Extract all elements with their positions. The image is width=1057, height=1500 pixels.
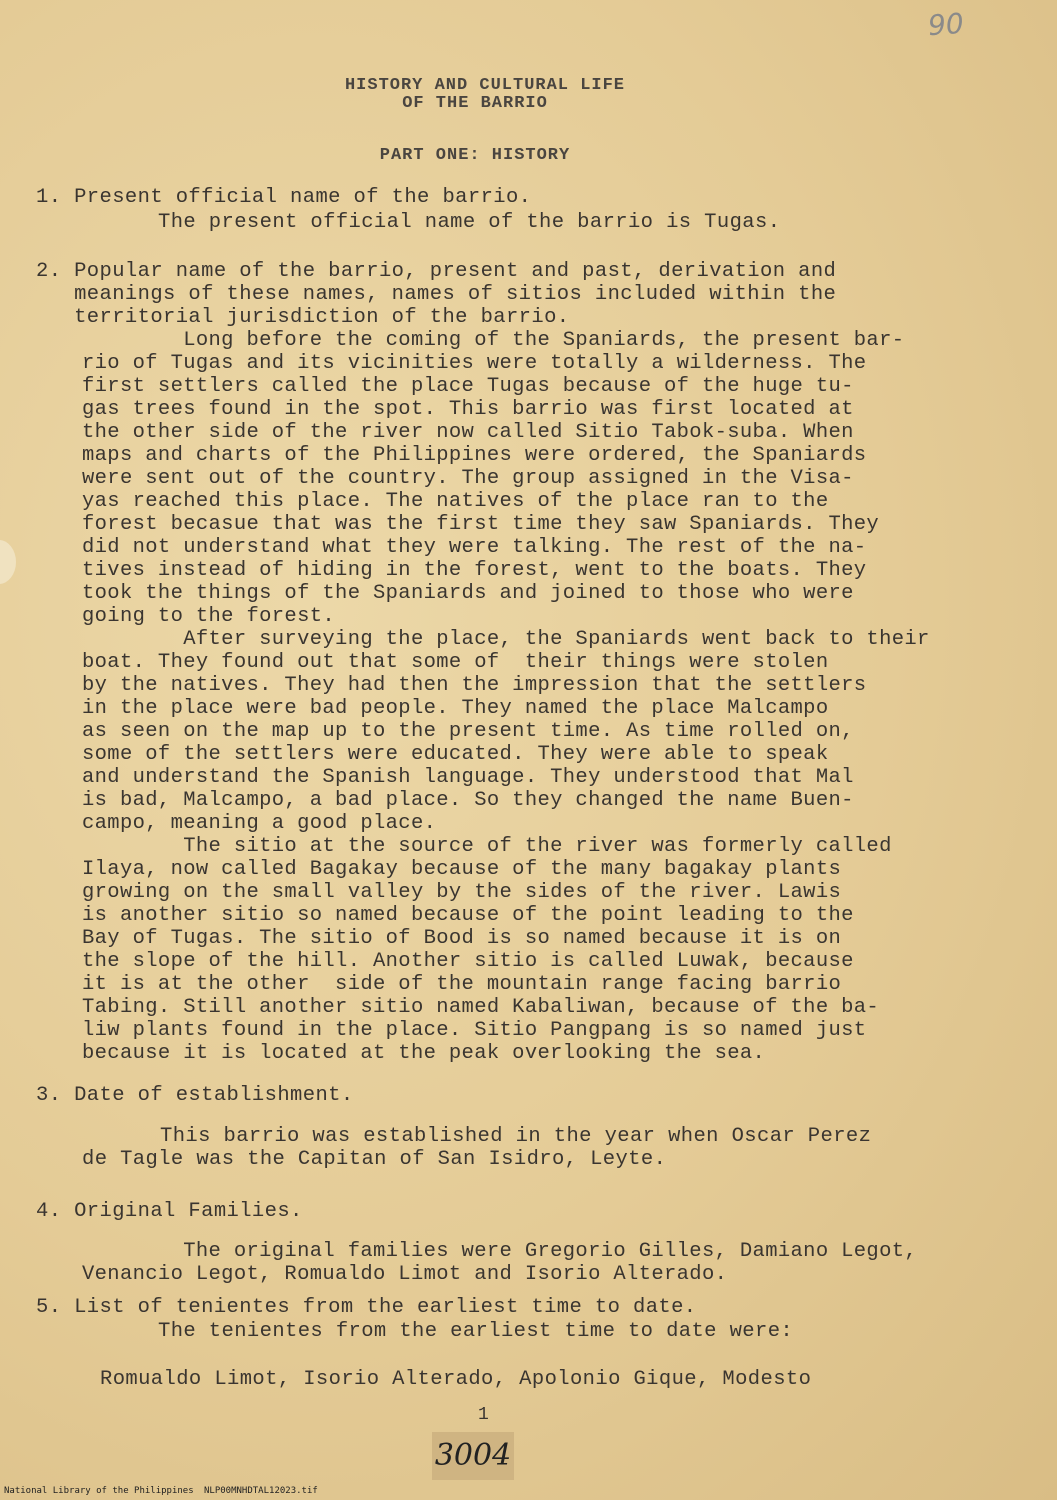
q4-heading: 4. Original Families. [36,1200,303,1223]
punch-hole [0,540,16,584]
q3-heading: 3. Date of establishment. [36,1084,354,1107]
q5-heading: 5. List of tenientes from the earliest time to date. [36,1296,697,1319]
q3-answer-1: This barrio was established in the year when Oscar Perez [160,1125,872,1148]
q5-names: Romualdo Limot, Isorio Alterado, Apolonio Gique, Modesto [100,1368,812,1391]
handwritten-page-number: 90 [926,6,965,43]
footer-file: NLP00MNHDTAL12023.tif [204,1486,318,1496]
q5-answer: The tenientes from the earliest time to date were: [158,1320,794,1343]
q2-heading-1: 2. Popular name of the barrio, present and past, derivation and [36,260,837,283]
title-line-1: HISTORY AND CULTURAL LIFE [344,76,626,95]
page-bottom-number: 1 [478,1405,489,1425]
q1-heading: 1. Present official name of the barrio. [36,186,532,209]
section-title: PART ONE: HISTORY [379,146,571,165]
footer-library: National Library of the Philippines [4,1486,194,1496]
q2-heading-2: meanings of these names, names of sitios included within the [36,283,837,306]
q1-answer: The present official name of the barrio is Tugas. [158,211,781,234]
title-line-2: OF THE BARRIO [402,94,548,113]
q2-heading-3: territorial jurisdiction of the barrio. [36,306,570,329]
handwritten-stamp: 3004 [432,1432,514,1480]
q3-answer-2: de Tagle was the Capitan of San Isidro, Leyte. [82,1148,667,1171]
q4-answer: The original families were Gregorio Gilles, Damiano Legot, Venancio Legot, Romualdo Limot and Isorio Alterado. [82,1240,918,1286]
q2-body: Long before the coming of the Spaniards, the present bar- rio of Tugas and its vicinities were totally a wilderness. The first settlers called the place Tugas because of the huge tu- gas trees found in the spot. This barrio was first located at the other side of the river now called Sitio Tabok-suba. When maps and charts of the Philippines were ordered, the Spaniards were sent out of the country. The group assigned in the Visa- yas reached this place. The natives of the place ran to the forest becasue that was the first time they saw Spaniards. They did not understand what they were talking. The rest of the na- tives instead of hiding in the forest, went to the boats. They took the things of the Spaniards and joined to those who were going to the forest. After surveying the place, the Spaniards went back to their boat. They found out that some of their things were stolen by the natives. They had then the impression that the settlers in the place were bad people. They named the place Malcampo as seen on the map up to the present time. As time rolled on, some of the settlers were educated. They were able to speak and understand the Spanish language. They understood that Mal is bad, Malcampo, a bad place. So they changed the name Buen- campo, meaning a good place. The sitio at the source of the river was formerly called Ilaya, now called Bagakay because of the many bagakay plants growing on the small valley by the sides of the river. Lawis is another sitio so named because of the point leading to the Bay of Tugas. The sitio of Bood is so named because it is on the slope of the hill. Another sitio is called Luwak, because it is at the other side of the mountain range facing barrio Tabing. Still another sitio named Kabaliwan, because of the ba- liw plants found in the place. Sitio Pangpang is so named just because it is located at the peak overlooking the sea. [82,329,930,1065]
